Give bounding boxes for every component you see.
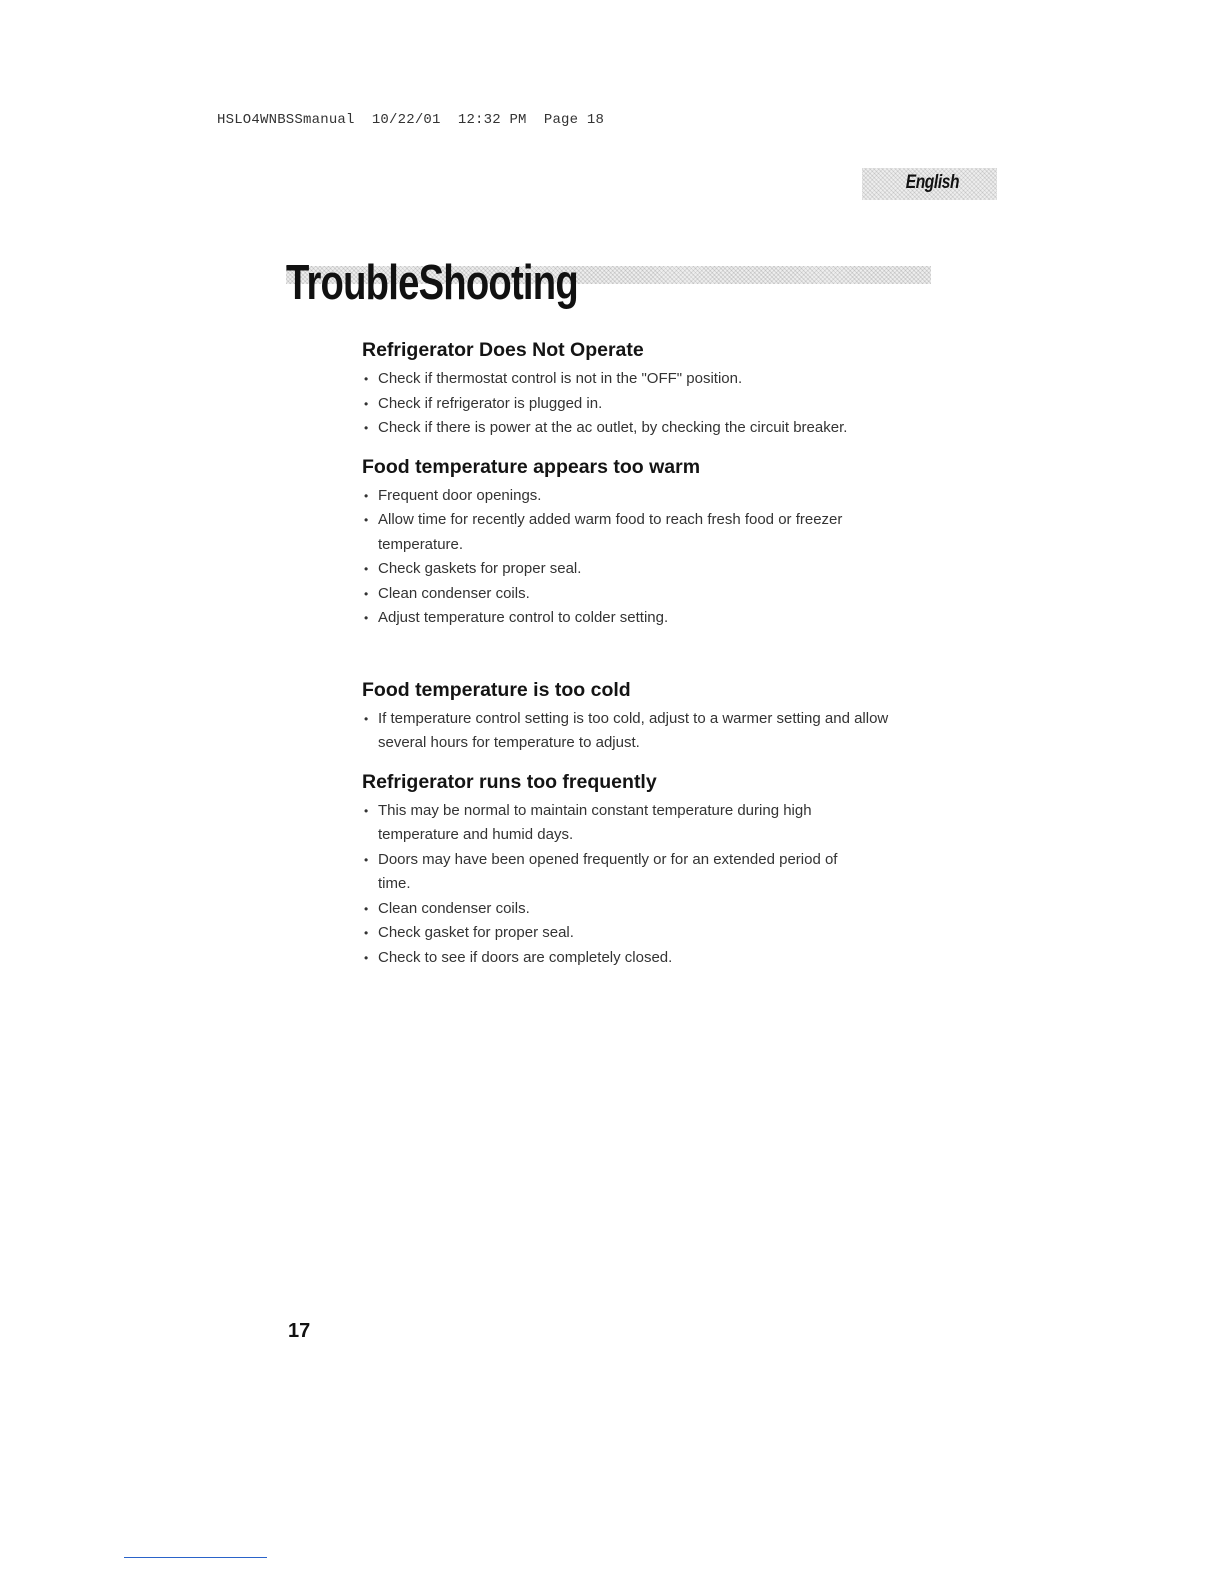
list-item: • Check to see if doors are completely closed. [362, 946, 962, 971]
print-header: HSLO4WNBSSmanual 10/22/01 12:32 PM Page 18 [217, 112, 605, 128]
page-number: 17 [288, 1320, 311, 1342]
list-item: • Doors may have been opened frequently or for an extended period of time. [362, 848, 873, 897]
troubleshooting-content [362, 338, 962, 970]
list-item: • Clean condenser coils. [362, 897, 962, 922]
list-item: • Check gasket for proper seal. [362, 921, 962, 946]
section-heading: Food temperature appears too warm [362, 455, 701, 478]
section-too-warm [362, 455, 962, 631]
section-heading: Refrigerator Does Not Operate [362, 339, 644, 361]
bullet-list [362, 367, 962, 441]
section-heading: Food temperature is too cold [362, 678, 631, 701]
list-item: • If temperature control setting is too cold, adjust to a warmer setting and allow several hours for temperature to adjust. [362, 707, 918, 756]
bullet-list [362, 799, 962, 971]
list-item: • Check if refrigerator is plugged in. [362, 392, 962, 417]
list-item: • Adjust temperature control to colder setting. [362, 606, 962, 631]
section-does-not-operate [362, 338, 962, 441]
list-item: • Frequent door openings. [362, 484, 962, 509]
language-tab [862, 168, 997, 200]
section-too-cold [362, 678, 962, 756]
list-item: • Allow time for recently added warm food to reach fresh food or freezer temperature. [362, 508, 898, 557]
list-item: • Check if thermostat control is not in the "OFF" position. [362, 367, 962, 392]
list-item: • Check gaskets for proper seal. [362, 557, 962, 582]
list-item: • Check if there is power at the ac outlet, by checking the circuit breaker. [362, 416, 962, 441]
list-item: • Clean condenser coils. [362, 582, 962, 607]
language-label: English [905, 172, 959, 193]
section-runs-too-frequently [362, 770, 962, 971]
footer-rule [124, 1557, 267, 1558]
page-title: TroubleShooting [286, 256, 578, 310]
section-heading: Refrigerator runs too frequently [362, 770, 657, 793]
bullet-list [362, 484, 962, 631]
bullet-list [362, 707, 962, 756]
list-item: • This may be normal to maintain constant temperature during high temperature and humid days. [362, 799, 873, 848]
